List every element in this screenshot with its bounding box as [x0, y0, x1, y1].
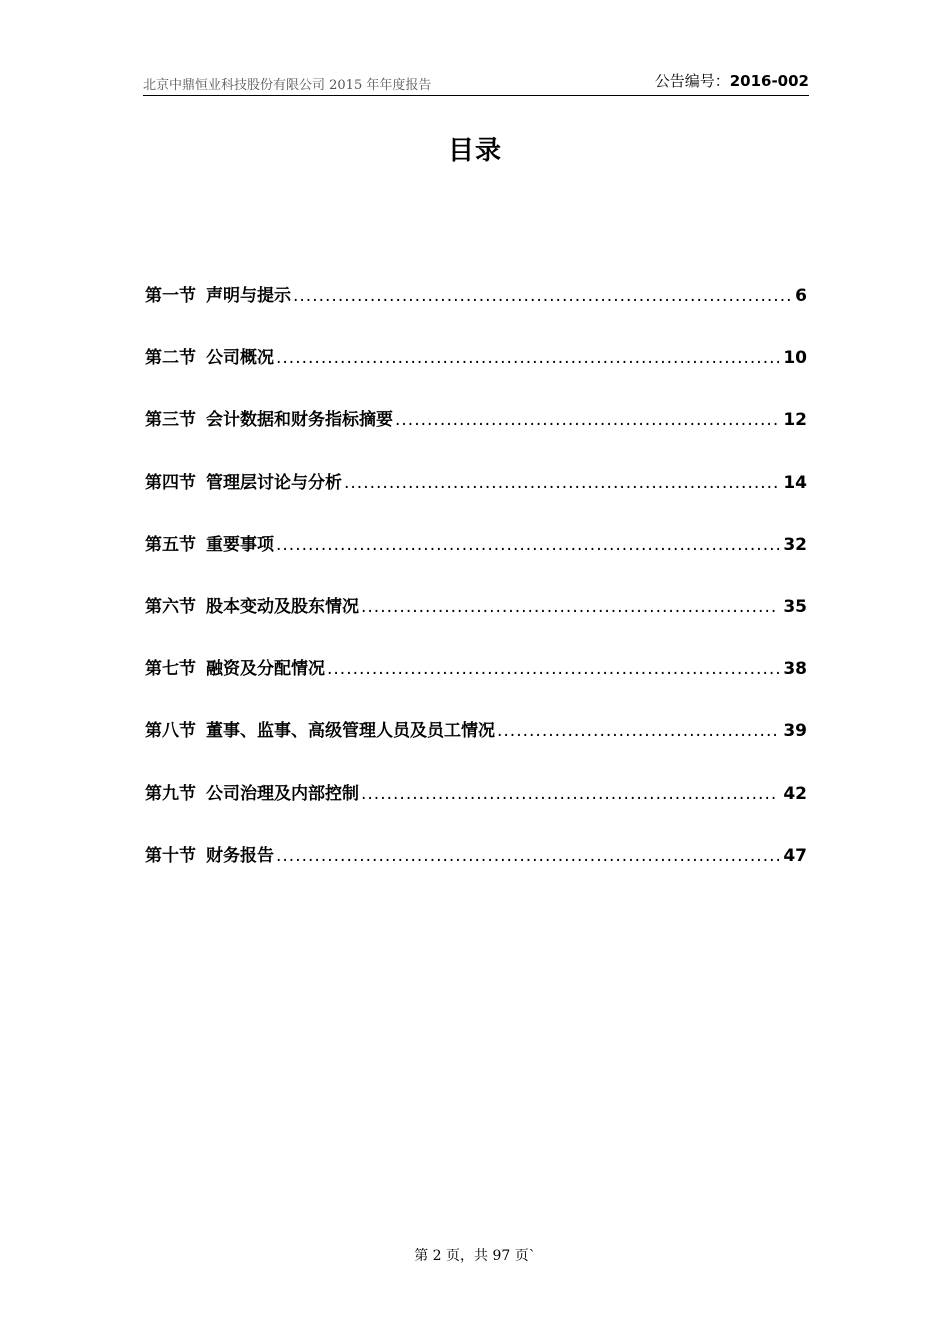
toc-entry[interactable]	[145, 345, 807, 407]
toc-page-number: 32	[783, 534, 807, 555]
table-of-contents	[145, 283, 807, 905]
toc-page-number: 12	[783, 410, 807, 431]
page-footer: 第 2 页，共 97 页`	[414, 1248, 536, 1264]
toc-dot-leader	[276, 843, 779, 869]
toc-section-number: 第一节	[145, 286, 196, 306]
toc-dot-leader	[276, 345, 779, 371]
toc-dot-leader	[293, 283, 791, 309]
toc-section-number: 第十节	[145, 845, 196, 866]
header-announcement-number	[655, 70, 809, 91]
toc-entry[interactable]	[145, 718, 807, 780]
toc-page-number: 38	[783, 659, 807, 680]
toc-dot-leader	[344, 470, 779, 496]
page-title: 目录	[447, 136, 502, 166]
toc-dot-leader	[327, 656, 779, 682]
toc-section-title: 融资及分配情况	[206, 659, 325, 680]
toc-page-number: 47	[783, 845, 807, 866]
toc-section-number: 第八节	[145, 721, 196, 742]
toc-page-number: 14	[783, 472, 807, 493]
toc-entry[interactable]	[145, 407, 807, 469]
toc-section-title: 财务报告	[206, 845, 274, 866]
toc-section-title: 管理层讨论与分析	[206, 472, 342, 493]
page-header	[143, 68, 809, 96]
toc-entry[interactable]	[145, 843, 807, 905]
toc-entry[interactable]	[145, 283, 807, 345]
toc-section-number: 第四节	[145, 472, 196, 493]
toc-section-title: 声明与提示	[206, 286, 291, 306]
toc-entry[interactable]	[145, 781, 807, 843]
toc-section-number: 第二节	[145, 348, 196, 369]
toc-section-number: 第三节	[145, 410, 196, 431]
toc-page-number: 35	[783, 596, 807, 617]
toc-section-title: 公司概况	[206, 348, 274, 369]
toc-entry[interactable]	[145, 532, 807, 594]
toc-section-number: 第五节	[145, 534, 196, 555]
announcement-label: 公告编号：	[654, 72, 730, 90]
toc-page-number: 6	[795, 286, 807, 306]
toc-page-number: 10	[783, 348, 807, 369]
toc-section-number: 第六节	[145, 596, 196, 617]
toc-entry[interactable]	[145, 656, 807, 718]
toc-section-number: 第七节	[145, 659, 196, 680]
header-company-report: 北京中鼎恒业科技股份有限公司 2015 年年度报告	[143, 78, 432, 93]
toc-dot-leader	[395, 407, 779, 433]
toc-entry[interactable]	[145, 594, 807, 656]
toc-dot-leader	[276, 532, 779, 558]
toc-entry[interactable]	[145, 470, 807, 532]
toc-section-number: 第九节	[145, 783, 196, 804]
toc-dot-leader	[361, 594, 779, 620]
toc-section-title: 会计数据和财务指标摘要	[206, 410, 393, 431]
toc-section-title: 董事、监事、高级管理人员及员工情况	[206, 721, 495, 742]
toc-page-number: 42	[783, 783, 807, 804]
announcement-number: 2016-002	[729, 72, 809, 90]
toc-dot-leader	[497, 718, 779, 744]
toc-section-title: 股本变动及股东情况	[206, 596, 359, 617]
toc-dot-leader	[361, 781, 779, 807]
toc-section-title: 重要事项	[206, 534, 274, 555]
toc-page-number: 39	[783, 721, 807, 742]
toc-section-title: 公司治理及内部控制	[206, 783, 359, 804]
